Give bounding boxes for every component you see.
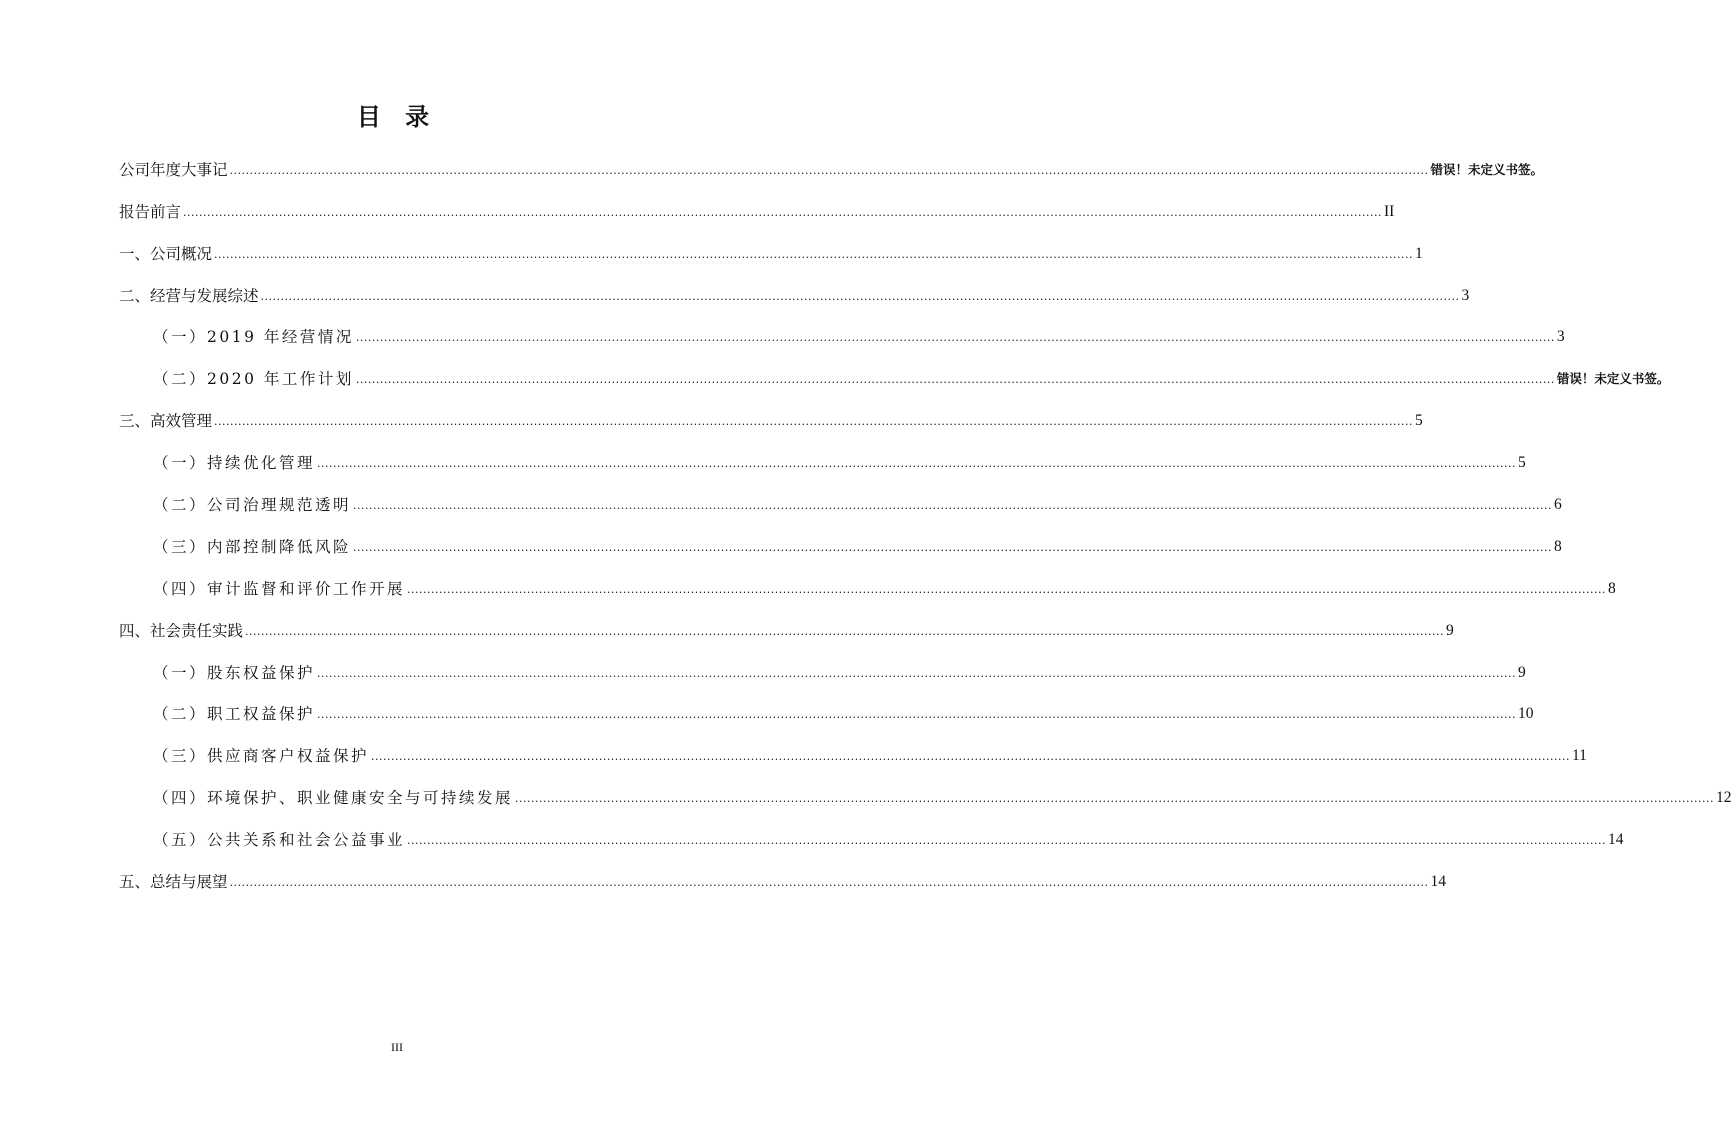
toc-entry[interactable] <box>119 180 1395 222</box>
toc-entry-error: 错误！未定义书签。 <box>1556 371 1670 387</box>
toc-dot-leader: ............................................................................................................................................................................................................................................................................................................ <box>214 247 1413 261</box>
toc-entry-page: 12 <box>1716 789 1732 807</box>
toc-entry-label: （三）供应商客户权益保护 <box>153 747 370 766</box>
toc-entry[interactable] <box>119 306 1565 348</box>
toc-entry-page: 1 <box>1415 244 1423 262</box>
page-number: III <box>391 1040 403 1054</box>
toc-entry[interactable] <box>119 808 1624 850</box>
toc-dot-leader: ............................................................................................................................................................................................................................................................................................................ <box>353 499 1552 513</box>
toc-entry[interactable] <box>119 641 1526 683</box>
toc-entry-page: II <box>1384 202 1395 220</box>
toc-entry[interactable] <box>119 264 1470 306</box>
toc-entry-page: 6 <box>1554 496 1562 514</box>
toc-entry-page: 14 <box>1608 831 1624 849</box>
toc-entry[interactable] <box>119 431 1526 473</box>
toc-entry-page: 5 <box>1518 454 1526 472</box>
toc-entry-page: 9 <box>1446 621 1454 639</box>
toc-dot-leader: ............................................................................................................................................................................................................................................................................................................ <box>371 750 1570 764</box>
toc-entry-label: （二）2020 年工作计划 <box>153 370 354 389</box>
toc-dot-leader: ............................................................................................................................................................................................................................................................................................................ <box>407 834 1606 848</box>
toc-entry-label: （四）审计监督和评价工作开展 <box>153 579 406 598</box>
toc-dot-leader: ............................................................................................................................................................................................................................................................................................................ <box>317 708 1516 722</box>
toc-entry-page: 3 <box>1556 328 1565 346</box>
toc-entry-page: 10 <box>1518 705 1534 723</box>
toc-entry[interactable] <box>119 683 1534 725</box>
toc-dot-leader: ............................................................................................................................................................................................................................................................................................................ <box>317 457 1516 471</box>
toc-entry-label: （一）股东权益保护 <box>153 663 316 682</box>
toc-entry-page: 8 <box>1608 579 1616 597</box>
toc-dot-leader: ............................................................................................................................................................................................................................................................................................................ <box>355 331 1555 345</box>
toc-list <box>119 138 1732 892</box>
toc-entry-label: （四）环境保护、职业健康安全与可持续发展 <box>153 789 514 808</box>
toc-entry[interactable] <box>119 138 1544 180</box>
toc-entry-label: （二）职工权益保护 <box>153 705 316 724</box>
toc-entry[interactable] <box>119 347 1670 389</box>
toc-entry-page: 11 <box>1572 747 1587 765</box>
toc-dot-leader: ............................................................................................................................................................................................................................................................................................................ <box>515 792 1714 806</box>
toc-entry[interactable] <box>119 473 1562 515</box>
toc-entry-label: （五）公共关系和社会公益事业 <box>153 831 406 850</box>
toc-dot-leader: ............................................................................................................................................................................................................................................................................................................ <box>229 163 1429 177</box>
toc-entry[interactable] <box>119 766 1732 808</box>
toc-entry-label: 一、公司概况 <box>119 244 213 263</box>
toc-dot-leader: ............................................................................................................................................................................................................................................................................................................ <box>229 876 1429 890</box>
toc-entry-label: 三、高效管理 <box>119 412 213 431</box>
toc-entry[interactable] <box>119 222 1423 264</box>
toc-dot-leader: ............................................................................................................................................................................................................................................................................................................ <box>214 415 1413 429</box>
toc-entry-page: 5 <box>1415 412 1423 430</box>
toc-entry-label: 四、社会责任实践 <box>119 621 244 640</box>
toc-dot-leader: ............................................................................................................................................................................................................................................................................................................ <box>260 289 1460 303</box>
toc-dot-leader: ............................................................................................................................................................................................................................................................................................................ <box>407 582 1606 596</box>
toc-entry[interactable] <box>119 557 1616 599</box>
toc-entry-label: 二、经营与发展综述 <box>119 286 259 305</box>
toc-entry-page: 8 <box>1554 537 1562 555</box>
toc-dot-leader: ............................................................................................................................................................................................................................................................................................................ <box>355 373 1555 387</box>
toc-entry-label: 五、总结与展望 <box>119 873 228 892</box>
toc-entry-label: 报告前言 <box>119 202 182 221</box>
toc-title: 目 录 <box>356 103 438 131</box>
toc-entry-page: 9 <box>1518 663 1526 681</box>
toc-entry[interactable] <box>119 850 1446 892</box>
toc-entry-page: 14 <box>1430 873 1446 891</box>
toc-dot-leader: ............................................................................................................................................................................................................................................................................................................ <box>245 624 1444 638</box>
toc-entry-label: （二）公司治理规范透明 <box>153 496 352 515</box>
toc-entry-label: （一）2019 年经营情况 <box>153 328 354 347</box>
toc-entry-page: 3 <box>1461 286 1470 304</box>
toc-dot-leader: ............................................................................................................................................................................................................................................................................................................ <box>317 666 1516 680</box>
toc-entry[interactable] <box>119 515 1562 557</box>
toc-entry-error: 错误！未定义书签。 <box>1430 161 1544 177</box>
toc-entry[interactable] <box>119 724 1587 766</box>
toc-entry-label: 公司年度大事记 <box>119 160 228 179</box>
toc-dot-leader: ............................................................................................................................................................................................................................................................................................................ <box>353 540 1552 554</box>
toc-entry[interactable] <box>119 389 1423 431</box>
toc-dot-leader: ............................................................................................................................................................................................................................................................................................................ <box>183 205 1382 219</box>
toc-entry-label: （三）内部控制降低风险 <box>153 537 352 556</box>
toc-entry[interactable] <box>119 599 1454 641</box>
toc-entry-label: （一）持续优化管理 <box>153 454 316 473</box>
